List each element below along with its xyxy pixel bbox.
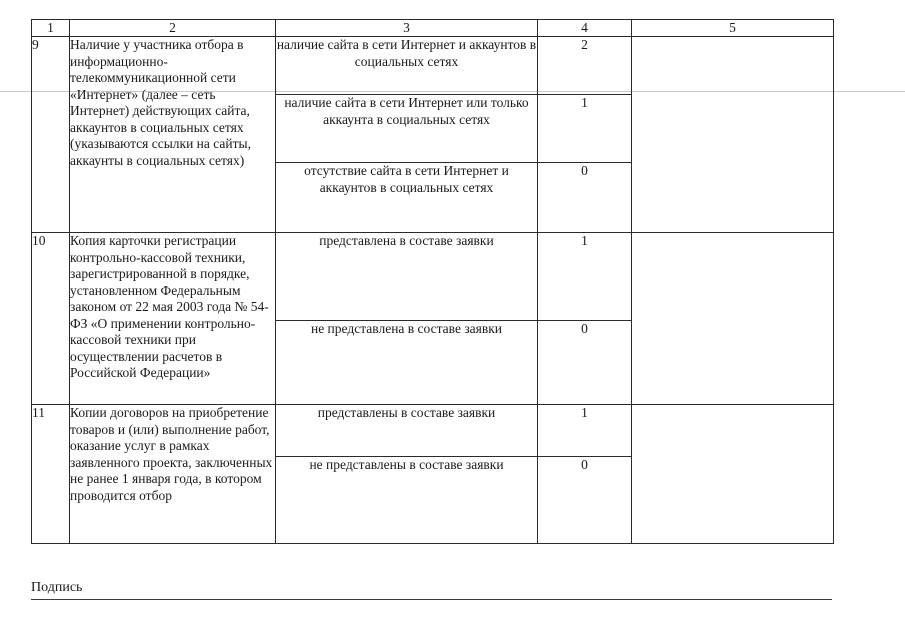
signature-label: Подпись	[31, 580, 83, 595]
table-row	[32, 405, 834, 457]
notes-cell	[632, 233, 834, 405]
row-number: 11	[32, 405, 70, 544]
notes-cell	[632, 405, 834, 544]
criterion-name: Наличие у участника отбора в информационно-телекоммуникационной сети «Интернет» (далее – сеть Интернет) действующих сайта, аккаунтов в социальных сетях (указываются ссылки на сайты, аккаунты в социальных сетях)	[70, 37, 276, 233]
column-header-1: 1	[32, 20, 70, 37]
column-header-5: 5	[632, 20, 834, 37]
criteria-table	[31, 19, 834, 544]
condition-cell: не представлены в составе заявки	[276, 457, 538, 544]
column-header-3: 3	[276, 20, 538, 37]
row-number: 10	[32, 233, 70, 405]
criterion-name: Копии договоров на приобретение товаров и (или) выполнение работ, оказание услуг в рамках заявленного проекта, заключенных не ранее 1 января года, в котором проводится отбор	[70, 405, 276, 544]
condition-cell: отсутствие сайта в сети Интернет и аккаунтов в социальных сетях	[276, 163, 538, 233]
signature-line	[31, 599, 832, 600]
score-cell: 1	[538, 405, 632, 457]
score-cell: 0	[538, 457, 632, 544]
score-cell: 1	[538, 95, 632, 163]
score-cell: 0	[538, 321, 632, 405]
condition-cell: наличие сайта в сети Интернет или только аккаунта в социальных сетях	[276, 95, 538, 163]
condition-cell: представлены в составе заявки	[276, 405, 538, 457]
column-number-row	[32, 20, 834, 37]
table-row	[32, 233, 834, 321]
column-header-2: 2	[70, 20, 276, 37]
column-header-4: 4	[538, 20, 632, 37]
table-row	[32, 37, 834, 95]
condition-cell: наличие сайта в сети Интернет и аккаунтов в социальных сетях	[276, 37, 538, 95]
notes-cell	[632, 37, 834, 233]
score-cell: 1	[538, 233, 632, 321]
score-cell: 2	[538, 37, 632, 95]
criterion-name: Копия карточки регистрации контрольно-кассовой техники, зарегистрированной в порядке, установленном Федеральным законом от 22 мая 2003 года № 54-ФЗ «О применении контрольно-кассовой техники при осуществлении расчетов в Российской Федерации»	[70, 233, 276, 405]
condition-cell: представлена в составе заявки	[276, 233, 538, 321]
row-number: 9	[32, 37, 70, 233]
score-cell: 0	[538, 163, 632, 233]
condition-cell: не представлена в составе заявки	[276, 321, 538, 405]
